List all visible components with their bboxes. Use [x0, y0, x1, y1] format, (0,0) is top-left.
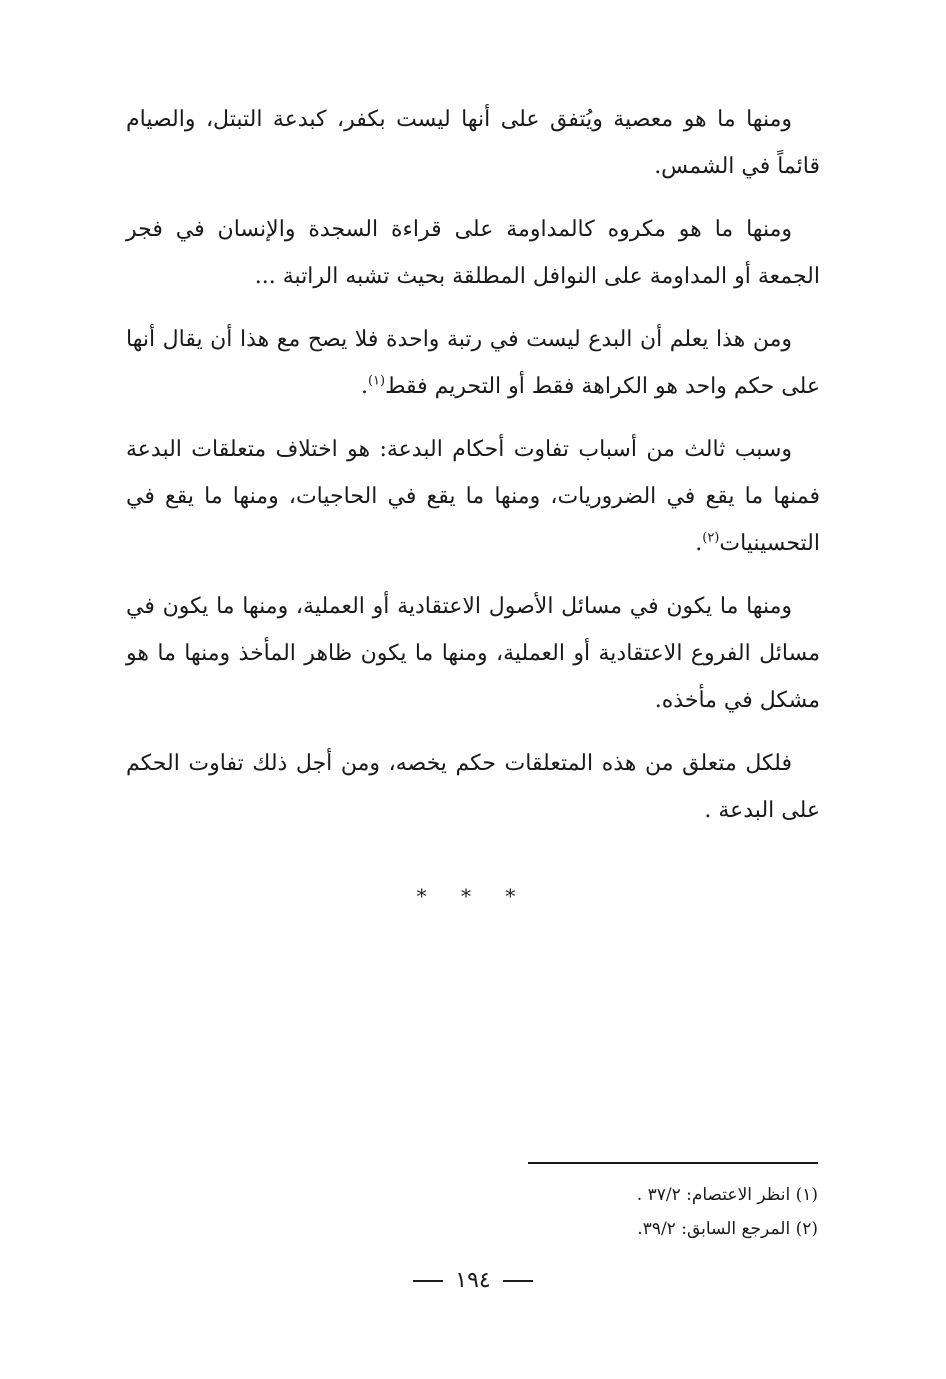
paragraph-2	[126, 206, 820, 300]
footnote-ref-2[interactable]: (٢)	[702, 530, 720, 546]
page-number-dash-left	[413, 1280, 443, 1282]
section-separator: * * *	[416, 884, 530, 908]
body-text	[126, 96, 820, 850]
footnotes	[338, 1178, 818, 1246]
paragraph-4-text: وسبب ثالث من أسباب تفاوت أحكام البدعة: هو اختلاف متعلقات البدعة فمنها ما يقع في الضروريات، ومنها ما يقع في الحاجيات، ومنها ما يقع في التحسينيات	[126, 437, 820, 556]
page-number-dash-right	[503, 1280, 533, 1282]
paragraph-1-text: ومنها ما هو معصية ويُتفق على أنها ليست بكفر، كبدعة التبتل، والصيام قائماً في الشمس.	[126, 107, 820, 179]
footnote-ref-1[interactable]: (١)	[367, 373, 386, 389]
paragraph-5-text: ومنها ما يكون في مسائل الأصول الاعتقادية أو العملية، ومنها ما يكون في مسائل الفروع الاعتقادية أو العملية، ومنها ما يكون ظاهر المأخذ ومنها ما هو مشكل في مأخذه.	[126, 594, 820, 713]
paragraph-3-end: .	[360, 374, 368, 399]
paragraph-4	[126, 426, 820, 567]
paragraph-1	[126, 96, 820, 190]
paragraph-3-text: ومن هذا يعلم أن البدع ليست في رتبة واحدة فلا يصح مع هذا أن يقال أنها على حكم واحد هو الكراهة فقط أو التحريم فقط	[126, 327, 820, 399]
paragraph-2-text: ومنها ما هو مكروه كالمداومة على قراءة السجدة والإنسان في فجر الجمعة أو المداومة على النوافل المطلقة بحيث تشبه الراتبة ...	[126, 217, 820, 289]
page-number	[0, 1268, 946, 1293]
footnote-divider	[528, 1162, 818, 1164]
footnote-2: (٢) المرجع السابق: ٣٩/٢.	[637, 1219, 818, 1239]
paragraph-6-text: فلكل متعلق من هذه المتعلقات حكم يخصه، ومن أجل ذلك تفاوت الحكم على البدعة .	[126, 751, 820, 823]
paragraph-5	[126, 583, 820, 724]
paragraph-3	[126, 316, 820, 410]
paragraph-6	[126, 740, 820, 834]
page-number-value: ١٩٤	[455, 1268, 491, 1293]
paragraph-4-end: .	[695, 531, 703, 556]
footnote-1: (١) انظر الاعتصام: ٣٧/٢ .	[636, 1185, 818, 1205]
